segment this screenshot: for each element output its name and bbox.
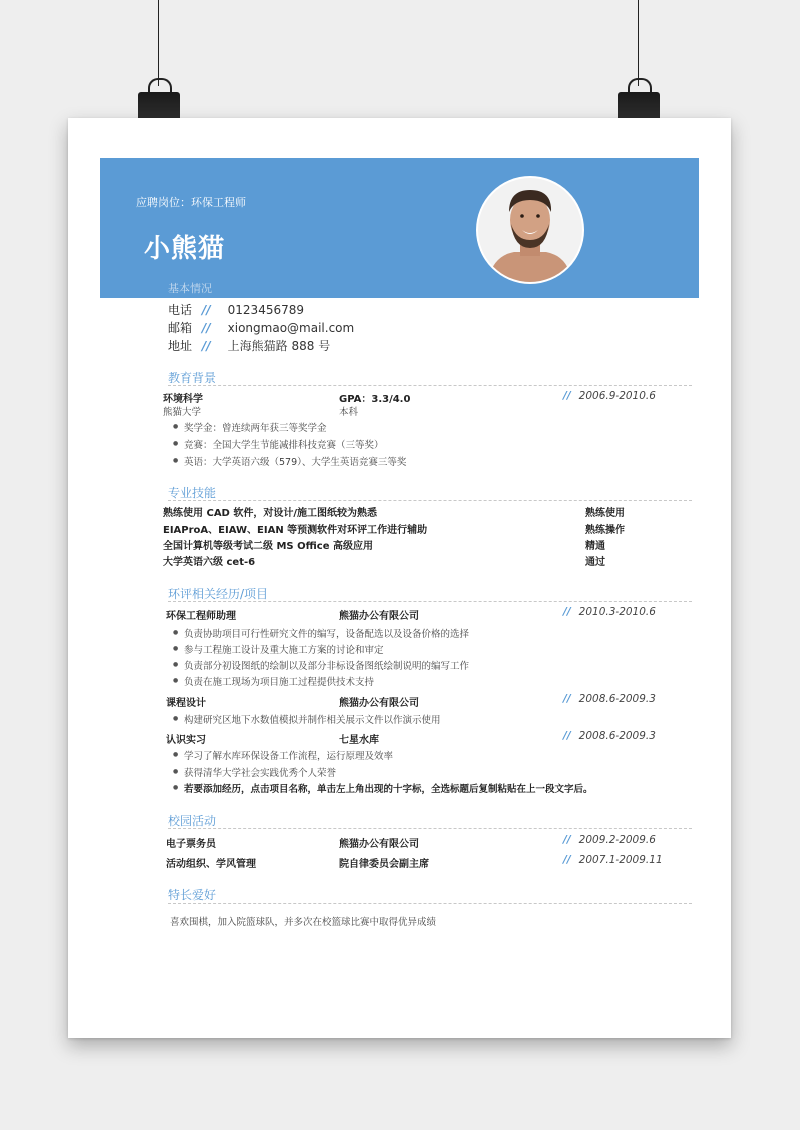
experience-date: // 2010.3-2010.6	[563, 606, 656, 618]
list-item: ● 负责协助项目可行性研究文件的编写，设备配选以及设备价格的选择	[174, 626, 469, 640]
campus-org: 院自律委员会副主席	[339, 859, 429, 870]
list-item: ● 英语：大学英语六级（579）、大学生英语竞赛三等奖	[174, 454, 406, 468]
campus-title: 校园活动	[168, 814, 217, 828]
campus-role: 电子票务员	[166, 839, 216, 850]
education-school: 熊猫大学	[163, 407, 202, 418]
address-value: 上海熊猫路 888 号	[227, 339, 331, 353]
experience-role: 课程设计	[166, 698, 206, 709]
list-item: ● 若要添加经历，点击项目名称，单击左上角出现的十字标，全选标题后复制粘贴在上一段文字后。	[174, 781, 593, 795]
skill-name: 熟练使用 CAD 软件，对设计/施工图纸较为熟悉	[163, 508, 377, 519]
skill-level: 精通	[585, 541, 605, 552]
education-section	[168, 369, 692, 386]
skills-section	[168, 484, 692, 501]
education-degree: 本科	[339, 407, 359, 418]
list-item: ● 参与工程施工设计及重大施工方案的讨论和审定	[174, 642, 384, 656]
phone-value: 0123456789	[227, 303, 305, 317]
campus-date: // 2007.1-2009.11	[563, 854, 663, 866]
list-item: ● 学习了解水库环保设备工作流程，运行原理及效率	[174, 748, 393, 762]
position-label: 应聘岗位：环保工程师	[136, 196, 246, 209]
experience-date: // 2008.6-2009.3	[563, 693, 656, 705]
experience-role: 认识实习	[166, 735, 206, 746]
education-title: 教育背景	[168, 371, 217, 385]
skills-title: 专业技能	[168, 486, 217, 500]
separator: //	[201, 339, 211, 353]
avatar	[476, 176, 584, 284]
experience-date: // 2008.6-2009.3	[563, 730, 656, 742]
divider	[168, 385, 692, 386]
basic-info-title: 基本情况	[168, 282, 212, 295]
education-date-value: 2006.9-2010.6	[578, 390, 656, 402]
resume-header	[100, 158, 699, 298]
hobbies-title: 特长爱好	[168, 888, 217, 902]
skill-level: 通过	[585, 557, 605, 568]
experience-org: 熊猫办公有限公司	[339, 611, 419, 622]
address-row	[168, 337, 330, 354]
campus-date: // 2009.2-2009.6	[563, 834, 656, 846]
hobbies-section	[168, 886, 692, 903]
phone-label: 电话	[168, 303, 193, 317]
list-item: ● 获得清华大学社会实践优秀个人荣誉	[174, 765, 336, 779]
separator: //	[563, 390, 571, 402]
list-item: ● 负责部分初设图纸的绘制以及部分非标设备图纸绘制说明的编写工作	[174, 658, 469, 672]
separator: //	[201, 303, 211, 317]
hobbies-text: 喜欢围棋，加入院篮球队，并多次在校篮球比赛中取得优异成绩	[170, 917, 437, 928]
experience-title: 环评相关经历/项目	[168, 587, 269, 601]
experience-role: 环保工程师助理	[166, 611, 236, 622]
skill-level: 熟练操作	[585, 525, 625, 536]
education-gpa: GPA：3.3/4.0	[339, 394, 411, 405]
skill-name: 全国计算机等级考试二级 MS Office 高级应用	[163, 541, 373, 552]
experience-org: 熊猫办公有限公司	[339, 698, 419, 709]
list-item: ● 构建研究区地下水数值模拟并制作相关展示文件以作演示使用	[174, 712, 441, 726]
phone-row	[168, 301, 304, 318]
campus-role: 活动组织、学风管理	[166, 859, 256, 870]
divider	[168, 828, 692, 829]
divider	[168, 500, 692, 501]
skill-level: 熟练使用	[585, 508, 625, 519]
campus-org: 熊猫办公有限公司	[339, 839, 419, 850]
divider	[168, 601, 692, 602]
email-value: xiongmao@mail.com	[227, 321, 355, 335]
list-item: ● 竞赛：全国大学生节能减排科技竞赛（三等奖）	[174, 437, 384, 451]
list-item: ● 奖学金：曾连续两年获三等奖学金	[174, 420, 327, 434]
list-item: ● 负责在施工现场为项目施工过程提供技术支持	[174, 674, 374, 688]
address-label: 地址	[168, 339, 193, 353]
campus-section	[168, 812, 692, 829]
divider	[168, 903, 692, 904]
email-row	[168, 319, 354, 336]
skill-name: EIAProA、EIAW、EIAN 等预测软件对环评工作进行辅助	[163, 525, 428, 536]
experience-section	[168, 585, 692, 602]
experience-org: 七星水库	[339, 735, 379, 746]
separator: //	[201, 321, 211, 335]
skill-name: 大学英语六级 cet-6	[163, 557, 256, 568]
email-label: 邮箱	[168, 321, 193, 335]
education-date	[563, 390, 656, 402]
education-major: 环境科学	[163, 394, 203, 405]
candidate-name: 小熊猫	[144, 234, 226, 264]
